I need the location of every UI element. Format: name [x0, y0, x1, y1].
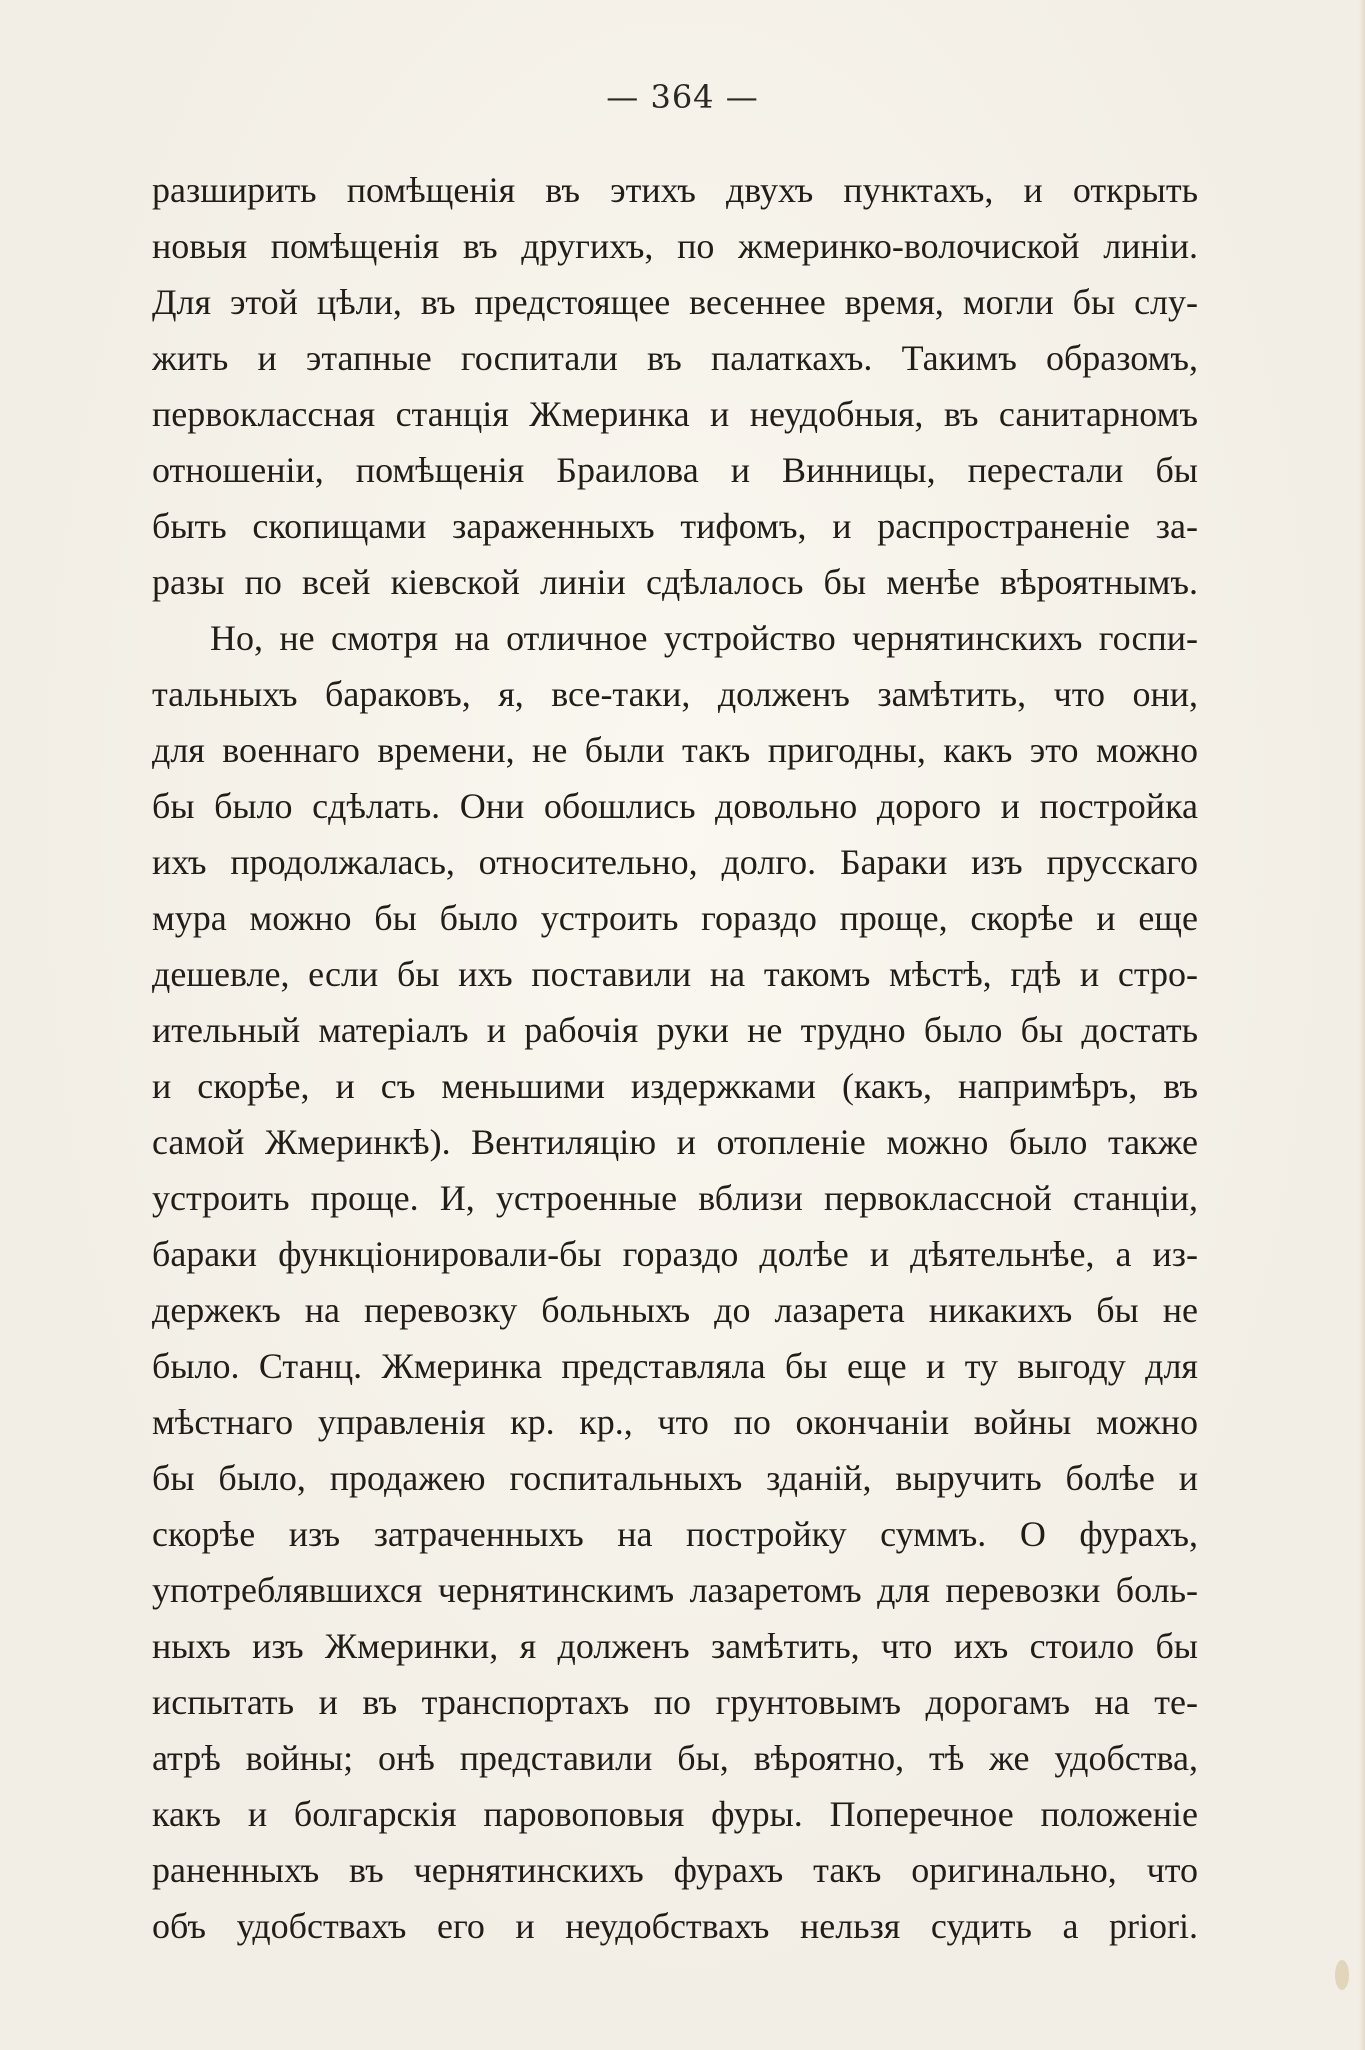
text-line: и скорѣе, и съ меньшими издержками (какъ, напримѣръ, въ: [152, 1066, 1198, 1106]
paragraph-2: [152, 610, 1198, 1954]
text-line: жить и этапные госпитали въ палаткахъ. Такимъ образомъ,: [152, 338, 1198, 378]
page-number: — 364 —: [606, 78, 759, 116]
paragraph-1: [152, 162, 1198, 610]
text-line: ихъ продолжалась, относительно, долго. Бараки изъ прусскаго: [152, 842, 1198, 882]
text-line: мѣстнаго управленія кр. кр., что по окончаніи войны можно: [152, 1402, 1198, 1442]
text-line: ныхъ изъ Жмеринки, я долженъ замѣтить, что ихъ стоило бы: [152, 1626, 1198, 1666]
text-line: разы по всей кіевской линіи сдѣлалось бы менѣе вѣроятнымъ.: [152, 562, 1198, 602]
text-line: бараки функціонировали-бы гораздо долѣе и дѣятельнѣе, а из-: [152, 1234, 1198, 1274]
text-line: дешевле, если бы ихъ поставили на такомъ мѣстѣ, гдѣ и стро-: [152, 954, 1198, 994]
text-line: для военнаго времени, не были такъ пригодны, какъ это можно: [152, 730, 1198, 770]
text-line: какъ и болгарскія паровоповыя фуры. Поперечное положеніе: [152, 1794, 1198, 1834]
text-line: устроить проще. И, устроенные вблизи первоклассной станціи,: [152, 1178, 1198, 1218]
text-line: скорѣе изъ затраченныхъ на постройку суммъ. О фурахъ,: [152, 1514, 1198, 1554]
text-line: первоклассная станція Жмеринка и неудобныя, въ санитарномъ: [152, 394, 1198, 434]
text-line: Но, не смотря на отличное устройство чернятинскихъ госпи-: [210, 618, 1198, 658]
text-line: употреблявшихся чернятинскимъ лазаретомъ для перевозки боль-: [152, 1570, 1198, 1610]
text-line: тальныхъ бараковъ, я, все-таки, долженъ замѣтить, что они,: [152, 674, 1198, 714]
body-text: [152, 162, 1198, 1954]
text-line: новыя помѣщенія въ другихъ, по жмеринко-волочиской линіи.: [152, 226, 1198, 266]
text-line: объ удобствахъ его и неудобствахъ нельзя судить a priori.: [152, 1906, 1198, 1946]
text-line: быть скопищами зараженныхъ тифомъ, и распространеніе за-: [152, 506, 1198, 546]
text-line: ительный матеріалъ и рабочія руки не трудно было бы достать: [152, 1010, 1198, 1050]
paper-stain: [1335, 1960, 1349, 1990]
text-line: атрѣ войны; онѣ представили бы, вѣроятно, тѣ же удобства,: [152, 1738, 1198, 1778]
text-line: было. Станц. Жмеринка представляла бы еще и ту выгоду для: [152, 1346, 1198, 1386]
text-line: держекъ на перевозку больныхъ до лазарета никакихъ бы не: [152, 1290, 1198, 1330]
text-line: самой Жмеринкѣ). Вентиляцію и отопленіе можно было также: [152, 1122, 1198, 1162]
text-line: раненныхъ въ чернятинскихъ фурахъ такъ оригинально, что: [152, 1850, 1198, 1890]
text-line: бы было сдѣлать. Они обошлись довольно дорого и постройка: [152, 786, 1198, 826]
text-line: отношеніи, помѣщенія Браилова и Винницы, перестали бы: [152, 450, 1198, 490]
text-line: мура можно бы было устроить гораздо проще, скорѣе и еще: [152, 898, 1198, 938]
text-line: разширить помѣщенія въ этихъ двухъ пунктахъ, и открыть: [152, 170, 1198, 210]
text-line: бы было, продажею госпитальныхъ зданій, выручить болѣе и: [152, 1458, 1198, 1498]
page-edge-shadow: [1359, 0, 1365, 2050]
text-line: испытать и въ транспортахъ по грунтовымъ дорогамъ на те-: [152, 1682, 1198, 1722]
text-line: Для этой цѣли, въ предстоящее весеннее время, могли бы слу-: [152, 282, 1198, 322]
